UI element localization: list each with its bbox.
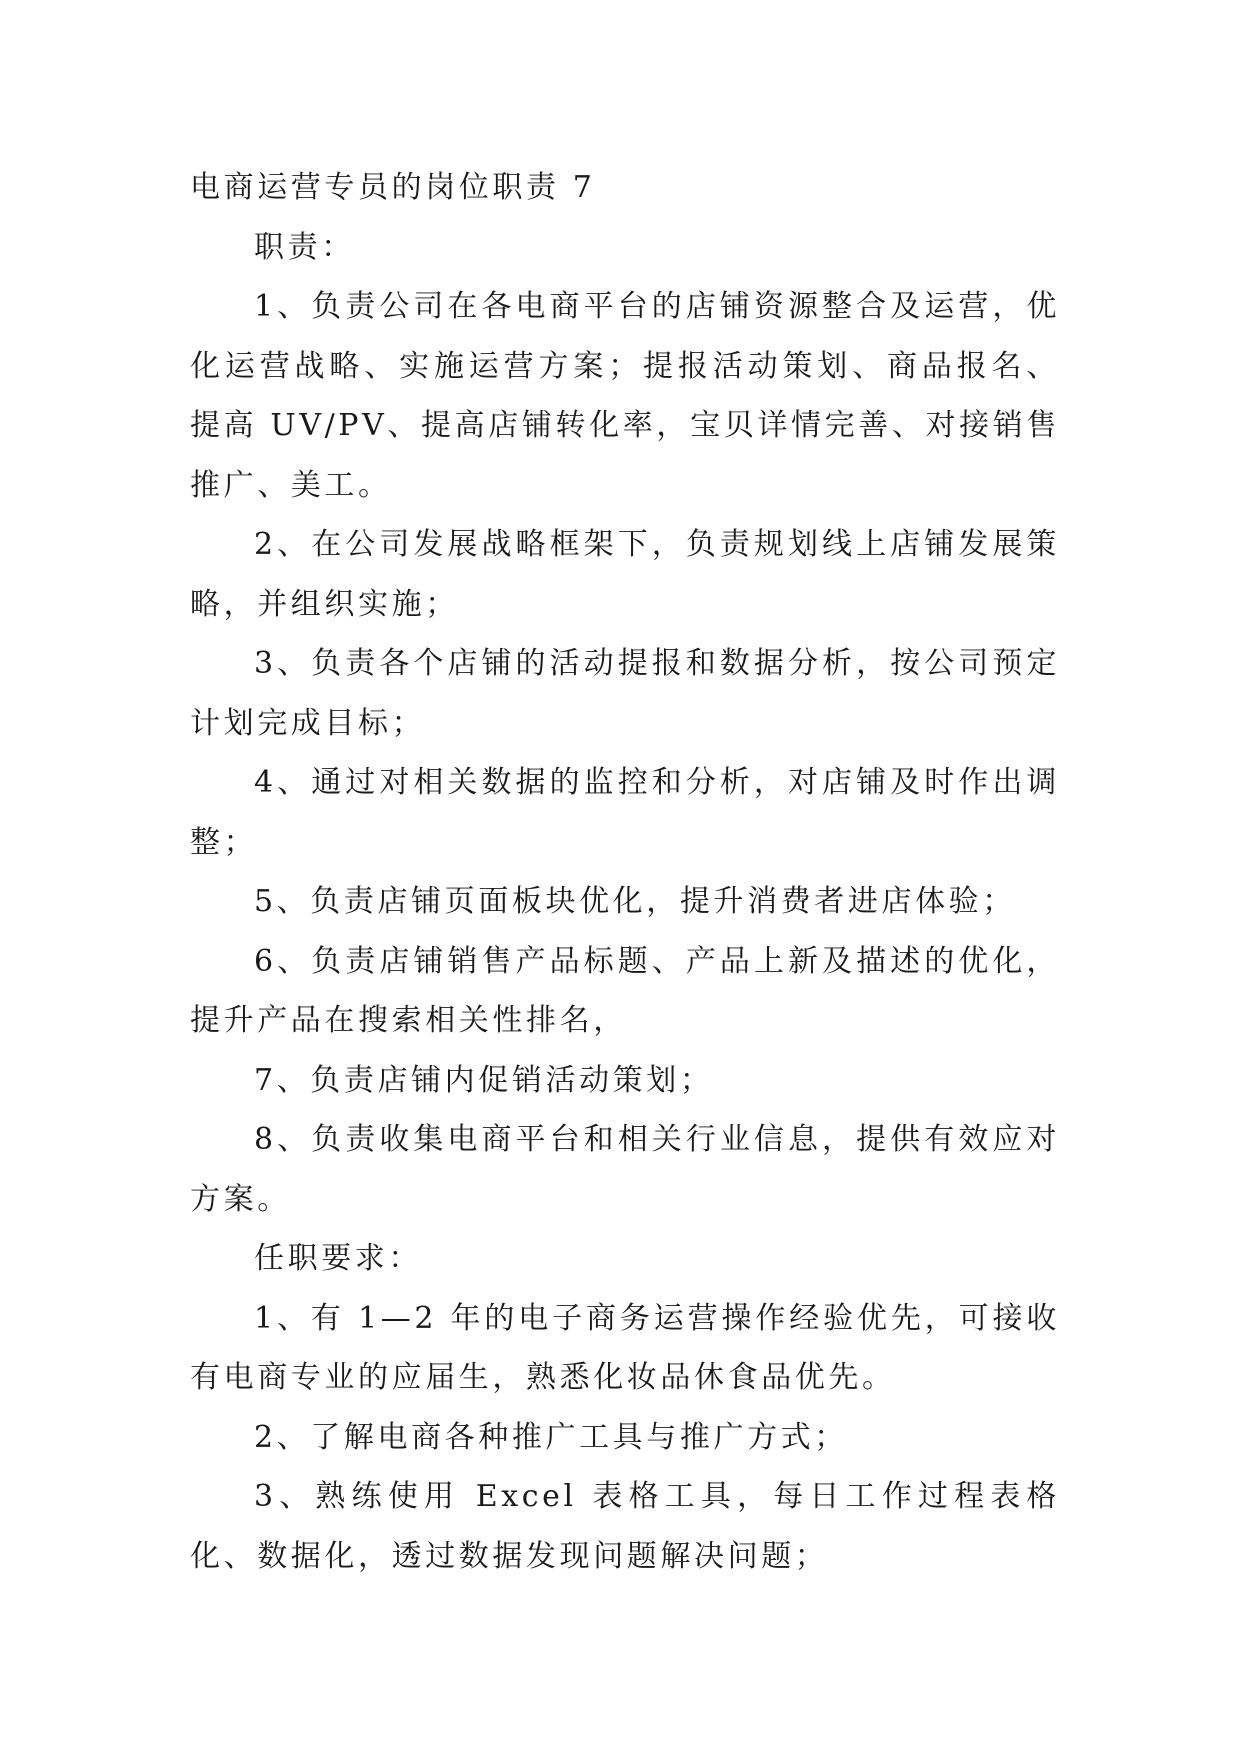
duty-item: 1、负责公司在各电商平台的店铺资源整合及运营，优化运营战略、实施运营方案；提报活动策划、商品报名、提高 UV/PV、提高店铺转化率，宝贝详情完善、对接销售推广、美工。 [190,289,1060,503]
requirement-item: 2、了解电商各种推广工具与推广方式； [254,1419,848,1455]
duty-item: 6、负责店铺销售产品标题、产品上新及描述的优化，提升产品在搜索相关性排名， [190,943,1060,1038]
duty-item: 8、负责收集电商平台和相关行业信息，提供有效应对方案。 [190,1122,1060,1217]
duty-item: 2、在公司发展战略框架下，负责规划线上店铺发展策略，并组织实施； [190,527,1060,622]
document-body [190,158,1060,1586]
duties-heading: 职责： [254,229,355,265]
requirements-heading: 任职要求： [254,1241,422,1276]
document-title: 电商运营专员的岗位职责 7 [190,170,596,205]
duty-item: 4、通过对相关数据的监控和分析，对店铺及时作出调整； [190,765,1060,860]
duty-item: 3、负责各个店铺的活动提报和数据分析，按公司预定计划完成目标； [190,646,1060,741]
requirement-item: 3、熟练使用 Excel 表格工具，每日工作过程表格化、数据化，透过数据发现问题解决问题； [190,1479,1060,1574]
requirement-item: 1、有 1—2 年的电子商务运营操作经验优先，可接收有电商专业的应届生，熟悉化妆品休食品优先。 [190,1300,1060,1395]
duty-item: 5、负责店铺页面板块优化，提升消费者进店体验； [254,884,1016,919]
duty-item: 7、负责店铺内促销活动策划； [254,1062,714,1098]
